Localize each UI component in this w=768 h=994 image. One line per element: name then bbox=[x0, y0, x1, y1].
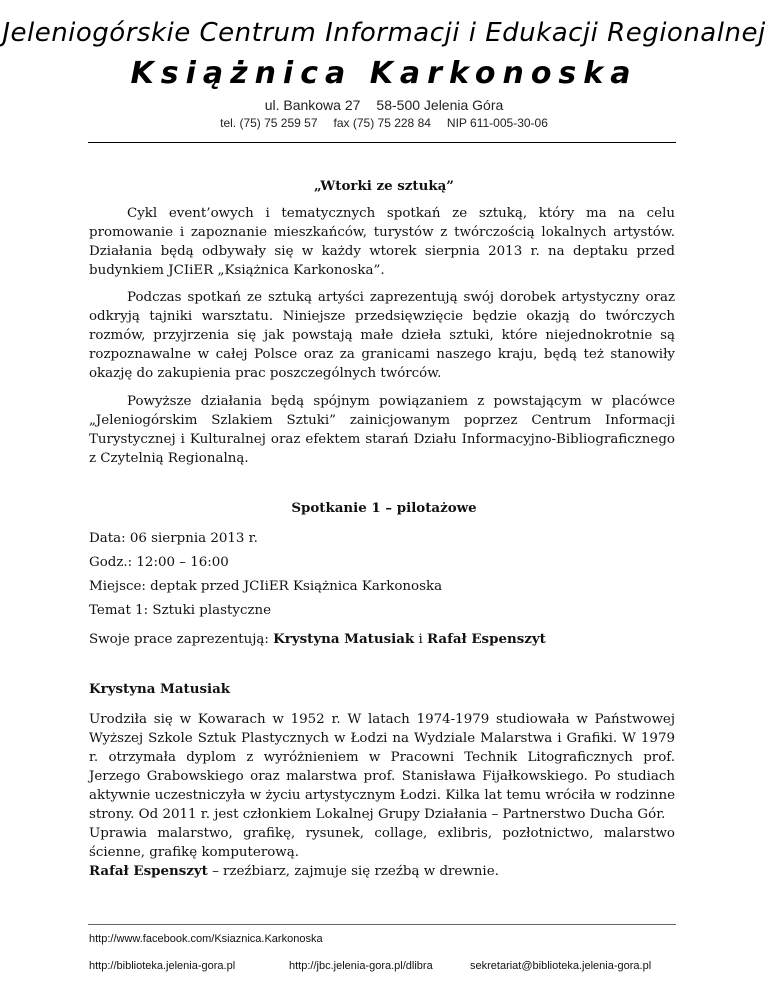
header-divider bbox=[88, 142, 676, 143]
bio-paragraph-2: Uprawia malarstwo, grafikę, rysunek, collage, exlibris, pozłotnictwo, malarstwo ścienne, grafikę komputerową. bbox=[89, 826, 675, 860]
nip-number: NIP 611-005-30-06 bbox=[446, 116, 548, 130]
intro-section bbox=[89, 204, 675, 280]
conjunction: i bbox=[414, 632, 427, 647]
email-link[interactable]: sekretariat@biblioteka.jelenia-gora.pl bbox=[470, 960, 652, 972]
meeting-heading: Spotkanie 1 – pilotażowe bbox=[291, 500, 477, 516]
artist-name-1: Krystyna Matusiak bbox=[273, 631, 415, 647]
paragraph-intro: Cykl event’owych i tematycznych spotkań ze sztuką, który ma na celu promowanie i zapoznanie mieszkańców, turystów z twórczością lokalnych artystów. Działania będą odbywały się w każdy wtorek sierpnia 2013 r. na deptaku przed budynkiem JCIiER „Książnica Karkonoska”. bbox=[89, 206, 675, 278]
document-title: „Wtorki ze sztuką” bbox=[314, 178, 454, 194]
bio-paragraph: Urodziła się w Kowarach w 1952 r. W latach 1974-1979 studiowała w Państwowej Wyższej Szkole Sztuk Plastycznych w Łodzi na Wydziale Malarstwa i Grafiki. W 1979 r. otrzymała dyplom z wyróżnieniem w Pracowni Technik Litograficznych prof. Jerzego Grabowskiego oraz malarstwa prof. Stanisława Fijałkowskiego. Po studiach aktywnie uczestniczyła w życiu artystycznym Łodzi. Kilka lat temu wróciła w rodzinne strony. Od 2011 r. jest członkiem Lokalnej Grupy Działania – Partnerstwo Ducha Gór. bbox=[89, 712, 675, 822]
presenters-line bbox=[89, 630, 675, 649]
bio-section bbox=[89, 710, 675, 862]
paragraph-relation: Powyższe działania będą spójnym powiązaniem z powstającym w placówce „Jeleniogórskim Szlakiem Sztuki” zainicjowanym poprzez Centrum Informacji Turystycznej i Kulturalnej oraz efektem starań Działu Informacyjno-Bibliograficznego z Czytelnią Regionalną. bbox=[89, 394, 675, 466]
meeting-hours: Godz.: 12:00 – 16:00 bbox=[89, 555, 229, 570]
presenters-prefix: Swoje prace zaprezentują: bbox=[89, 632, 274, 647]
bio-heading-section bbox=[89, 680, 675, 699]
sculptor-name: Rafał Espenszyt bbox=[89, 863, 208, 879]
institution-name: Jeleniogórskie Centrum Informacji i Edukacji Regionalnej bbox=[2, 18, 766, 48]
address-line bbox=[0, 97, 768, 113]
library-name: Książnica Karkonoska bbox=[130, 56, 638, 91]
meeting-details bbox=[89, 529, 675, 620]
meeting-place: Miejsce: deptak przed JCIiER Książnica Karkonoska bbox=[89, 579, 443, 594]
meeting-date: Data: 06 sierpnia 2013 r. bbox=[89, 531, 258, 546]
fax-number: fax (75) 75 228 84 bbox=[333, 116, 431, 130]
phone-number: tel. (75) 75 259 57 bbox=[220, 116, 318, 130]
contact-line bbox=[0, 116, 768, 130]
footer-divider bbox=[88, 924, 676, 925]
bio-heading: Krystyna Matusiak bbox=[89, 681, 231, 697]
address-street: ul. Bankowa 27 bbox=[264, 97, 361, 113]
description-section bbox=[89, 288, 675, 383]
sculptor-description: – rzeźbiarz, zajmuje się rzeźbą w drewnie. bbox=[207, 864, 499, 879]
facebook-link[interactable]: http://www.facebook.com/Ksiaznica.Karkonoska bbox=[89, 933, 323, 945]
paragraph-description: Podczas spotkań ze sztuką artyści zaprezentują swój dorobek artystyczny oraz odkryją tajniki warsztatu. Niniejsze przedsięwzięcie będzie okazją do twórczych rozmów, przyjrzenia się jak powstają małe dzieła sztuki, które niejednokrotnie są rozpoznawalne w całej Polsce oraz za granicami naszego kraju, będą też stanowiły okazję do zakupienia prac poszczególnych twórców. bbox=[89, 290, 675, 381]
address-city: 58-500 Jelenia Góra bbox=[376, 97, 504, 113]
artist-name-2: Rafał Espenszyt bbox=[426, 631, 546, 647]
sculptor-line bbox=[89, 862, 675, 881]
digital-library-link[interactable]: http://jbc.jelenia-gora.pl/dlibra bbox=[289, 960, 433, 972]
website-link[interactable]: http://biblioteka.jelenia-gora.pl bbox=[89, 960, 236, 972]
relation-section bbox=[89, 392, 675, 468]
meeting-theme: Temat 1: Sztuki plastyczne bbox=[89, 603, 272, 618]
